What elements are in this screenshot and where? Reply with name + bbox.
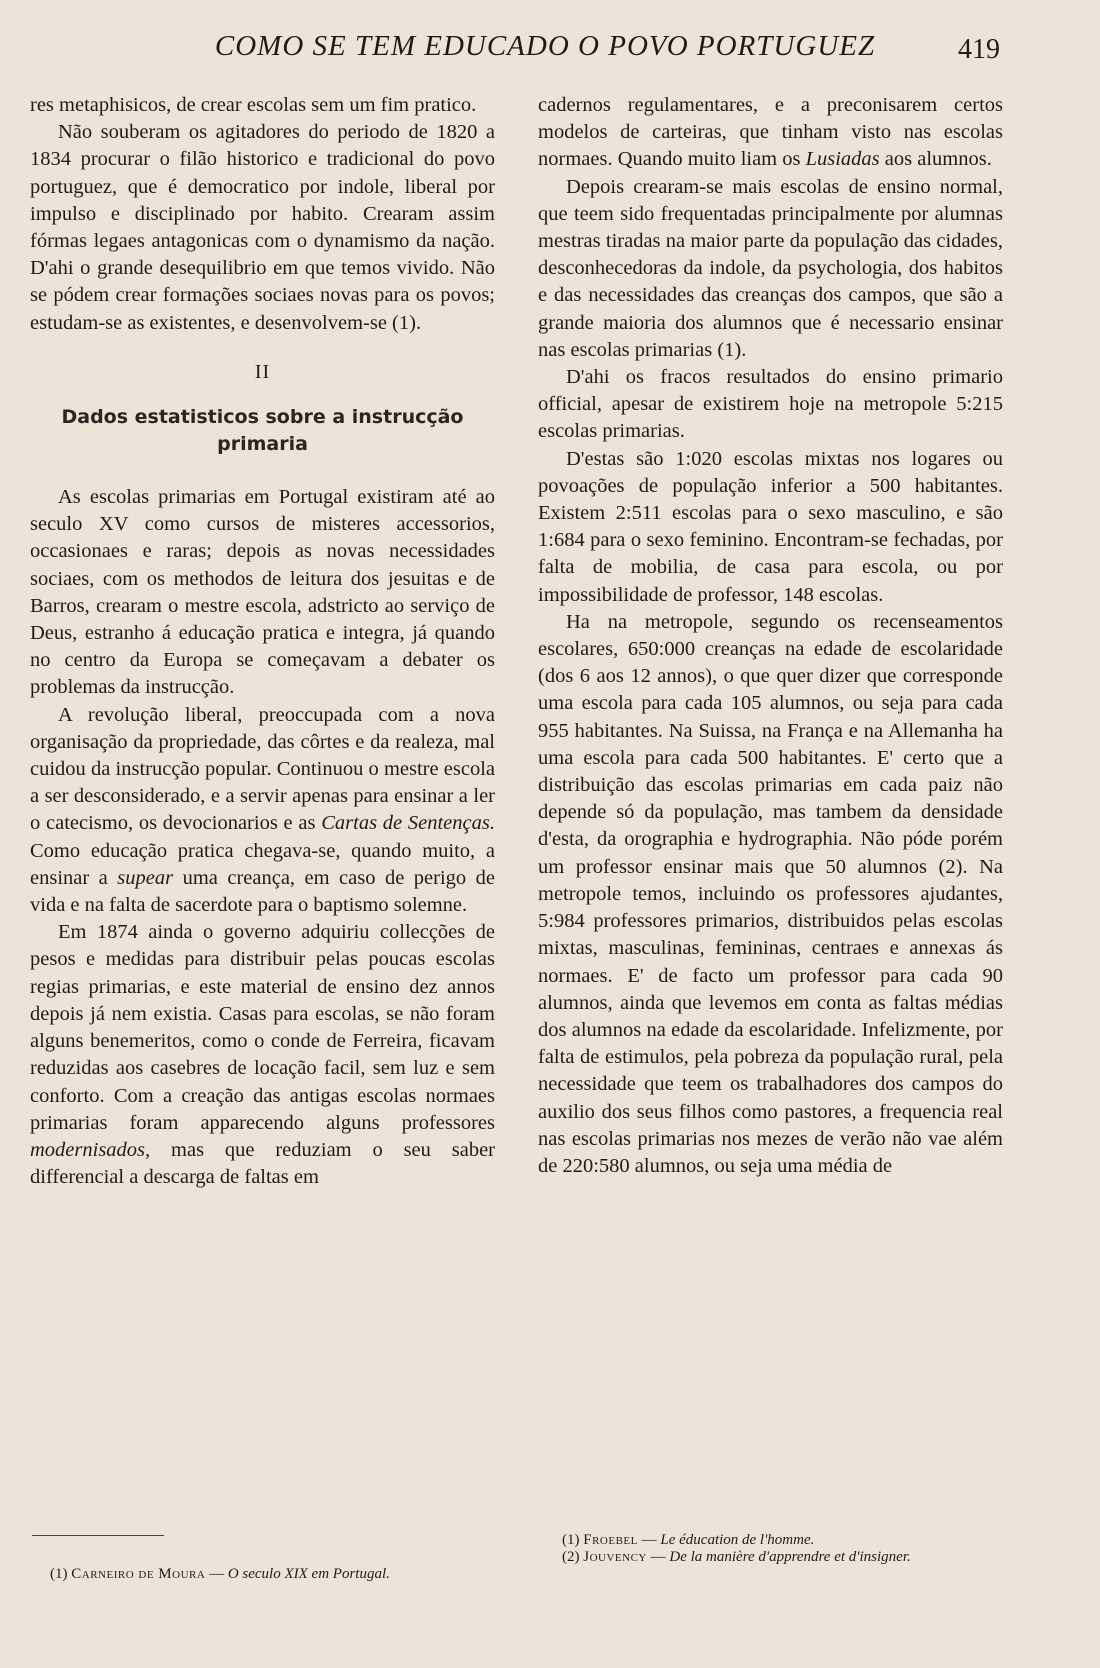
- paragraph: [538, 92, 1003, 174]
- right-column: [538, 92, 1003, 1180]
- italic-text: Lusiadas: [805, 148, 880, 171]
- italic-text: supear: [117, 866, 174, 889]
- footnote-author: Carneiro de Moura: [71, 1566, 206, 1582]
- footnote-marker: (2): [562, 1549, 580, 1565]
- paragraph: As escolas primarias em Portugal existiram até ao seculo XV como cursos de misteres accessorios, occasionaes e raras; depois as novas necessidades sociaes, com os methodos de leitura dos jesuitas e de Barros, crearam o mestre escola, adstricto ao serviço de Deus, estranho á educação pratica e integra, já quando no centro da Europa se começavam a debater os problemas da instrucção.: [30, 486, 495, 699]
- italic-text: Cartas de Sentenças.: [321, 812, 495, 835]
- footnote-rule: [32, 1535, 164, 1536]
- footnote: [540, 1549, 1005, 1566]
- page-number: 419: [958, 34, 1000, 65]
- page-header: [30, 30, 1070, 74]
- text-run: cadernos regulamentares, e a preconisarem certos modelos de carteiras, que tinham visto nas escolas normaes. Quando muito liam os: [538, 94, 1003, 171]
- footnotes-left: [50, 1566, 495, 1583]
- text-run: Como educação pratica chegava-se, quando muito, a ensinar a: [30, 839, 495, 889]
- text-run: A revolução liberal, preoccupada com a nova organisação da propriedade, das côrtes e da realeza, mal cuidou da instrucção popular. Continuou o mestre escola a ser desconsiderado, e a servir apenas para ensinar a ler o catecismo, os devocionarios e as: [30, 703, 495, 835]
- text-run: aos alumnos.: [879, 148, 992, 171]
- footnote-separator: —: [646, 1549, 670, 1565]
- text-run: Em 1874 ainda o governo adquiriu collecções de pesos e medidas para distribuir pelas poucas escolas regias primarias, e este material de ensino dez annos depois já nem existia. Casas para escolas, se não foram alguns benemeritos, como o conde de Ferreira, ficavam reduzidas aos casebres de locação facil, sem luz e sem conforto. Com a creação das antigas escolas normaes primarias foram apparecendo alguns professores: [30, 921, 495, 1134]
- section-heading: Dados estatisticos sobre a instrucção primaria: [61, 406, 464, 456]
- footnote-marker: (1): [50, 1566, 68, 1582]
- paragraph: res metaphisicos, de crear escolas sem um fim pratico.: [30, 94, 477, 116]
- paragraph: D'estas são 1:020 escolas mixtas nos logares ou povoações de população inferior a 500 habitantes. Existem 2:511 escolas para o sexo masculino, e são 1:684 para o sexo feminino. Encontram-se fechadas, por falta de mobilia, de casa para escola, ou por impossibilidade de professor, 148 escolas.: [538, 447, 1003, 606]
- footnote-marker: (1): [562, 1532, 580, 1548]
- left-column: [30, 92, 495, 1191]
- footnote-separator: —: [205, 1566, 228, 1582]
- footnote: [50, 1566, 495, 1583]
- paragraph: Depois crearam-se mais escolas de ensino normal, que teem sido frequentadas principalmente por alumnas mestras tiradas na maior parte da população das cidades, desconhecedoras da indole, da psychologia, dos habitos e das necessidades das creanças dos campos, que são a grande maioria dos alumnos que é necessario ensinar nas escolas primarias (1).: [538, 175, 1003, 361]
- footnote-work: De la manière d'apprendre et d'insigner.: [669, 1549, 911, 1565]
- paragraph: Ha na metropole, segundo os recenseamentos escolares, 650:000 creanças na edade de escolaridade (dos 6 aos 12 annos), o que quer dizer que corresponde uma escola para cada 105 alumnos, ou seja para cada 955 habitantes. Na Suissa, na França e na Allemanha ha uma escola para cada 500 habitantes. E' certo que a distribuição das escolas primarias em cada paiz não depende só da população, mas tambem da densidade d'esta, da orographia e hydrographia. Não póde porém um professor ensinar mais que 50 alumnos (2). Na metropole temos, incluindo os professores ajudantes, 5:984 professores primarios, distribuidos pelas escolas mixtas, masculinas, femininas, centraes e annexas ás normaes. E' de facto um professor para cada 90 alumnos, ainda que levemos em conta as faltas médias dos alumnos na edade da escolaridade. Infelizmente, por falta de estimulos, pela pobreza da população rural, pela necessidade que teem os trabalhadores dos campos do auxilio dos seus filhos como pastores, a frequencia real nas escolas primarias nos mezes de verão não vae além de 220:580 alumnos, ou seja uma média de: [538, 610, 1003, 1177]
- footnote: [540, 1532, 1005, 1549]
- footnote-author: Froebel: [583, 1532, 638, 1548]
- paragraph: Não souberam os agitadores do periodo de 1820 a 1834 procurar o filão historico e tradicional do povo portuguez, que é democratico por indole, liberal por impulso e disciplinado por habito. Crearam assim fórmas legaes antagonicas com o dynamismo da nação. D'ahi o grande desequilibrio em que temos vivido. Não se pódem crear formações sociaes novas para os povos; estudam-se as existentes, e desenvolvem-se (1).: [30, 121, 495, 334]
- footnote-work: O seculo XIX em Portugal.: [227, 1566, 390, 1582]
- paragraph: [30, 702, 495, 920]
- footnotes-right: [540, 1532, 1005, 1566]
- text-run: mas que reduziam o seu saber differencial a descarga de faltas em: [30, 1138, 495, 1189]
- paragraph: [30, 919, 495, 1191]
- section-number: II: [254, 360, 271, 383]
- footnote-author: Jouvency: [583, 1549, 647, 1565]
- footnote-separator: —: [637, 1532, 661, 1548]
- text-run: uma creança, em caso de perigo de vida e na falta de sacerdote para o baptismo solemne.: [30, 866, 495, 917]
- running-title: COMO SE TEM EDUCADO O POVO PORTUGUEZ: [214, 30, 876, 62]
- paragraph: D'ahi os fracos resultados do ensino primario official, apesar de existirem hoje na metropole 5:215 escolas primarias.: [538, 366, 1003, 443]
- footnote-work: Le éducation de l'homme.: [660, 1532, 815, 1548]
- italic-text: modernisados,: [30, 1138, 151, 1161]
